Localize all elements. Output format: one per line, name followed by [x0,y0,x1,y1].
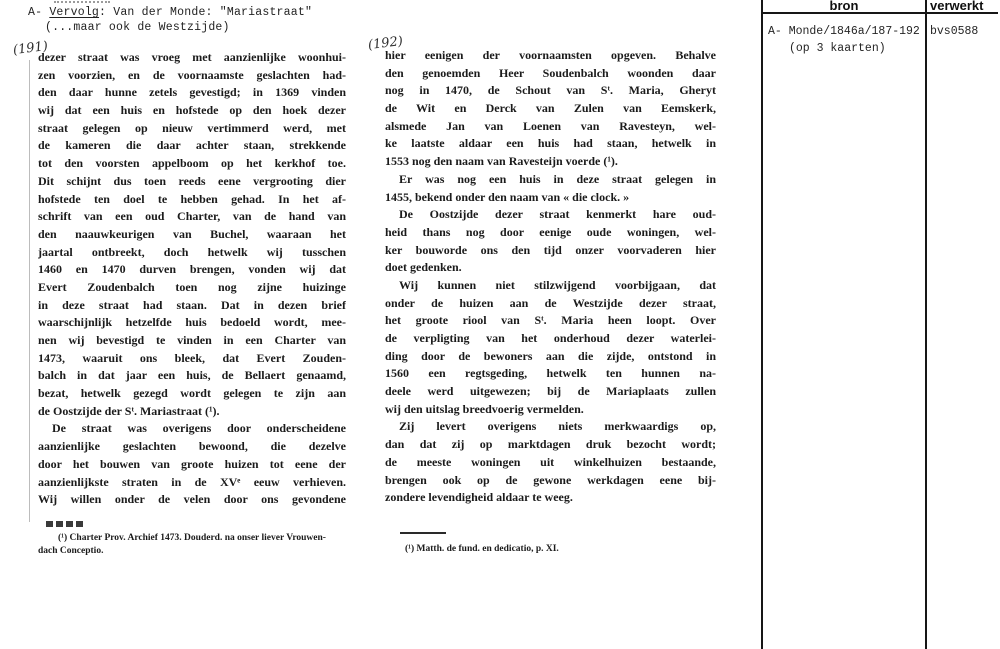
text-line: aanzienlijkste straten in de XVᵉ eeuw verhieven. [38,474,346,489]
page-gutter-shadow [29,60,30,522]
typed-annotation-header [28,5,312,35]
registry-table-column-divider [925,0,927,649]
footnote-right [385,543,716,556]
text-line: tot den voorsten appelboom op het kerkhof toe. [38,156,346,171]
text-line: den genoemden Heer Soudenbalch woonden daar [385,65,716,80]
text-line: Wij kunnen niet stilzwijgend voorbijgaan, dat [399,277,716,292]
text-line: door het bouwen van groote huizen tot eene der [38,456,346,471]
text-line: De Oostzijde dezer straat kenmerkt hare oud- [399,207,716,222]
text-line: deele werd uitgewezen; bij de Mariaplaats zullen [385,384,716,399]
text-line: 1455, bekend onder den naam van « die clock. » [385,189,630,204]
text-line: ker bouworde ons den tijd onzer voorvaderen hier [385,242,716,257]
text-line: onder de huizen aan de Westzijde dezer straat, [385,295,716,310]
text-line: wij den uitslag breedvoerig vermelden. [385,401,584,416]
registry-header-verwerkt: verwerkt [930,0,984,13]
text-line: den naauwkeurigen van Buchel, waaraan het [38,226,346,241]
text-line: wij dat een huis en hofstede op den hoek dezer [38,103,346,118]
text-line: nen wij bevestigd te vinden in een Charter van [38,333,346,347]
registry-table-left-border [761,0,763,649]
footnote-rule-left [46,521,84,527]
text-line: de Wit en Derck van Zulen van Eemskerk, [385,101,716,116]
text-line: aanzienlijke geslachten bewoond, die dezelve [38,439,346,454]
text-line: dezer straat was vroeg met aanzienlijke woonhui- [38,50,346,64]
typed-header-rest: : Van der Monde: "Mariastraat" [99,6,313,19]
text-line: 1560 een regtsgeding, hetwelk ten hunnen na- [385,366,716,381]
registry-header-bron: bron [829,0,859,13]
text-line: de kameren die daar achter staan, strekkende [38,138,346,153]
text-line: bezat, hetwelk gezegd wordt gelegen te zijn aan [38,386,346,401]
text-line: Er was nog een huis in deze straat gelegen in [399,171,716,186]
text-line: doet gedenken. [385,260,462,275]
text-line: hofstede ten doel te hebben gehad. In het af- [38,191,346,206]
text-line: zen voorzien, en de voornaamste geslachten had- [38,67,346,82]
text-line: brengen ook op de gewone werkdagen eene bij- [385,472,716,487]
typed-header-underlined-word: Vervolg [49,6,100,19]
page-number-right: (192) [367,33,404,54]
text-line: straat gelegen op nieuw vertimmerd werd, met [38,120,346,135]
text-line: schrift van een oud Charter, van de hand van [38,209,346,224]
text-line: in deze straat had staan. Dat in dezen brief [38,297,346,312]
scan-artifact-dotted-line [54,1,110,3]
text-line: de meeste woningen uit winkelhuizen bestaande, [385,454,716,469]
text-line: Dit schijnt dus toen reeds eene vergrooting dier [38,173,346,188]
registry-bron-value-line1: A- Monde/1846a/187-192 [768,25,920,38]
footnote-left [38,532,350,558]
text-line: balch in dat jaar een huis, de Bellaert genaamd, [38,368,346,383]
registry-verwerkt-value: bvs0588 [930,25,979,38]
text-line: (¹) Charter Prov. Archief 1473. Douderd. na onser liever Vrouwen- [58,533,326,543]
text-line: 1553 nog den naam van Ravesteijn voerde (¹). [385,154,618,169]
typed-header-line1 [28,5,312,20]
text-line: ke laatste aldaar een huis had staan, hetwelk in [385,136,716,151]
text-line: Evert Zoudenbalch toen nog zijne huizinge [38,279,346,294]
left-text-column [38,49,346,509]
registry-bron-value-line2: (op 3 kaarten) [789,42,886,55]
text-line: heid thans nog door eenige oude woningen, wel- [385,224,716,239]
text-line: (¹) Matth. de fund. en dedicatio, p. XI. [405,544,559,554]
text-line: dan dat zij op marktdagen druk bezocht wordt; [385,437,716,452]
text-line: Wij willen onder de velen door ons gevondene [38,492,346,507]
text-line: 1473, waaruit ons bleek, dat Evert Zouden- [38,350,346,365]
text-line: ding door de bewoners aan die zijde, ontstond in [385,348,716,363]
text-line: de verpligting van het onderhoud dezer waterlei- [385,331,716,345]
text-line: nog in 1470, de Schout van Sᵗ. Maria, Gheryt [385,83,716,98]
page-number-left: (191) [12,38,49,59]
text-line: zondere levendigheid aldaar te weeg. [385,490,573,505]
text-line: Zij levert overigens niets merkwaardigs op, [399,419,716,434]
text-line: dach Conceptio. [38,546,104,556]
text-line: De straat was overigens door onderscheidene [52,421,346,436]
typed-header-line2: (...maar ook de Westzijde) [45,21,230,34]
text-line: de Oostzijde der Sᵗ. Mariastraat (¹). [38,403,220,418]
footnote-rule-right [400,532,446,534]
right-text-column [385,47,716,507]
text-line: 1460 en 1470 durven brengen, vonden wij dat [38,262,346,277]
text-line: het groote riool van Sᵗ. Maria heen loopt. Over [385,313,716,328]
text-line: jaartal ontbreekt, doch hetwelk wij tusschen [38,244,346,259]
text-line: den daar hunne zetels gevestigd; in 1369 vinden [38,85,346,100]
typed-header-prefix: A- [28,6,50,19]
text-line: hier eenigen der voornaamsten opgeven. Behalve [385,48,716,62]
text-line: alsmede Jan van Loenen van Ravesteyn, wel- [385,118,716,133]
text-line: waarschijnlijk hetzelfde huis bedoeld wordt, mee- [38,315,346,330]
